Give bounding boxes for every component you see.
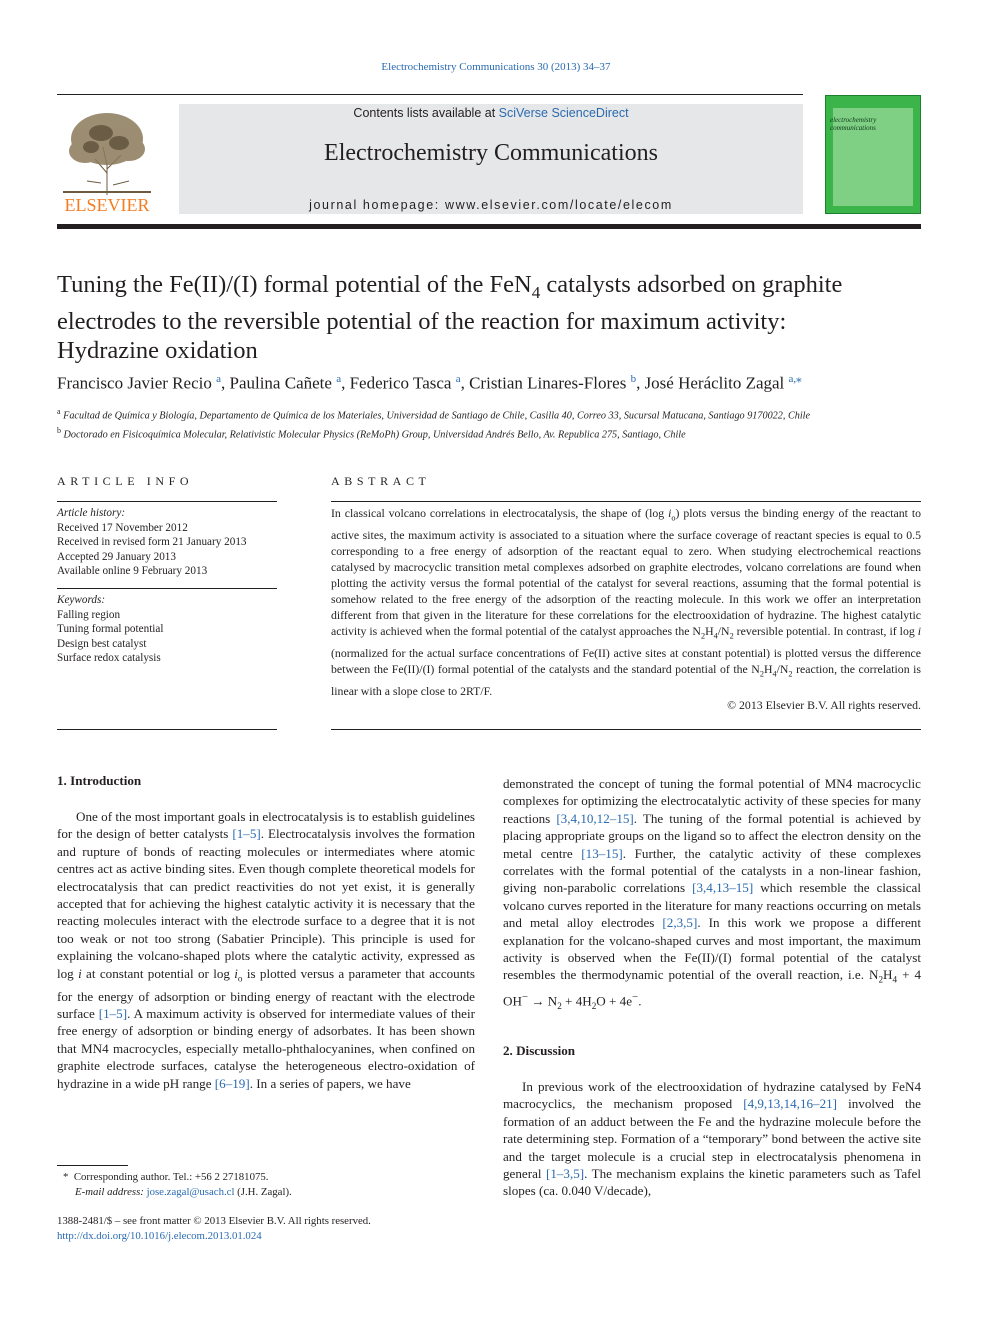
contents-prefix: Contents lists available at <box>353 106 499 120</box>
abstract-body: In classical volcano correlations in electrocatalysis, the shape of (log $i_o$) plots versus the binding energy of the reactant to active sites, the maximum activity is associated to a situation where the surface coverage of reactant species is equal to 0.5 corresponding to a free energy of adsorption of the reactant equal to zero. When studying electrochemical reactions catalysed by macrocyclic transition metal complexes adsorbed on graphite electrodes, volcano correlations are found when plotting the activity versus the formal potential of the catalyst for several reactions, assuming that the formal potential is somehow related to the free energy of the adsorption of the reacting molecule. In this work we offer an interpretation different from that given in the literature for these correlations for the electrooxidation of hydrazine. The highest catalytic activity is achieved when the formal potential of the catalyst approaches the $N_2H_4/N_2$ reversible potential. In contrast, if log i (normalized for the actual surface concentrations of Fe(II) active sites at constant potential) is plotted versus the difference between the Fe(II)/(I) formal potential of the catalysts and the standard potential of the $N_2H_4/N_2$ reaction, the correlation is linear with a slope close to 2RT/F. <box>331 506 922 698</box>
title-part: Tuning the Fe(II)/(I) formal potential of the FeN <box>57 271 532 298</box>
author-affiliation-marker[interactable]: a,⁎ <box>788 373 802 385</box>
author-affiliation-marker[interactable]: a <box>216 373 221 385</box>
sciencedirect-link[interactable]: SciVerse ScienceDirect <box>498 106 629 120</box>
journal-citation[interactable]: Electrochemistry Communications 30 (2013) 34–37 <box>381 61 611 73</box>
cover-title: electrochemistry communications <box>830 116 877 132</box>
discussion-body: In previous work of the electrooxidation of hydrazine catalysed by FeN4 macrocyclics, the mechanism proposed [4,9,13,14,16–21] involved the formation of an adduct between the Fe and the hydrazine molecule before the rate determining step. Formation of a “temporary” bond between the active site and the target molecule is a crucial step in electrocatalysis phenomena in general [1–3,5]. The mechanism explains the kinetic parameters such as Tafel slopes (ca. 0.040 V/decade), <box>503 1079 921 1199</box>
keyword: Tuning formal potential <box>57 623 164 635</box>
section-heading-introduction: 1. Introduction <box>57 773 142 788</box>
author-affiliation-marker[interactable]: a <box>336 373 342 385</box>
email-suffix: (J.H. Zagal). <box>234 1186 292 1198</box>
footnote-rule <box>57 1165 128 1166</box>
article-history <box>57 506 277 579</box>
email-label: E-mail address: <box>75 1186 144 1198</box>
abstract-copyright: © 2013 Elsevier B.V. All rights reserved. <box>727 698 921 712</box>
history-label: Article history: <box>57 507 126 519</box>
history-item: Received 17 November 2012 <box>57 521 188 534</box>
article-info-heading: ARTICLE INFO <box>57 474 194 488</box>
journal-cover-thumbnail[interactable] <box>825 95 921 214</box>
author-name: Francisco Javier Recio <box>57 373 212 393</box>
tree-logo-icon <box>57 103 157 215</box>
affiliation-item <box>57 405 937 424</box>
author-name: Paulina Cañete <box>229 373 332 393</box>
affiliation-text: Doctorado en Fisicoquímica Molecular, Relativistic Molecular Physics (ReMoPh) Group, Universidad Andrés Bello, Av. Republica 275, Santiago, Chile <box>63 429 686 441</box>
title-part: electrodes to the reversible potential of the reaction for maximum activity: <box>57 307 787 335</box>
elsevier-wordmark: ELSEVIER <box>64 195 150 215</box>
title-subscript: 4 <box>531 282 541 302</box>
divider <box>331 729 921 730</box>
article-title <box>57 270 927 365</box>
footnote-star: * <box>63 1171 69 1183</box>
corresponding-author-note <box>57 1170 477 1185</box>
divider <box>57 729 277 730</box>
history-item: Accepted 29 January 2013 <box>57 550 176 563</box>
email-link[interactable]: jose.zagal@usach.cl <box>146 1186 235 1198</box>
keyword: Design best catalyst <box>57 637 147 650</box>
author-affiliation-marker[interactable]: b <box>630 373 637 385</box>
divider <box>57 501 277 502</box>
keywords-label: Keywords: <box>57 594 106 606</box>
affiliation-key: a <box>57 407 61 416</box>
issn-line: 1388-2481/$ – see front matter © 2013 Elsevier B.V. All rights reserved. <box>57 1215 371 1227</box>
abstract-heading: ABSTRACT <box>331 474 431 488</box>
title-part: catalysts adsorbed on graphite <box>540 271 843 298</box>
homepage-prefix: journal homepage: <box>309 198 445 212</box>
front-matter <box>57 1214 477 1244</box>
divider <box>57 588 277 589</box>
header-rule <box>57 94 803 95</box>
history-item: Available online 9 February 2013 <box>57 565 208 577</box>
affiliation-key: b <box>57 425 61 435</box>
author-name: Cristian Linares-Flores <box>469 373 627 393</box>
author-name: Federico Tasca <box>349 373 452 393</box>
introduction-body: One of the most important goals in electrocatalysis is to establish guidelines for the design of better catalysts [1–5]. Electrocatalysis involves the formation and rupture of bonds of reacting molecules or intermediates where atomic centres act as active binding sites. Even though complete theoretical models for electrocatalysis that can predict reactivities do not yet exist, it is generally accepted that for achieving the highest catalytic activity it is necessary that the reacting molecules interact with the electrode surface to a degree that it is not too weak or not too strong (Sabatier Principle). This principle is used for explaining the volcano-shaped plots where the catalytic activity, expressed as log i at constant potential or $\log i_o$ is plotted versus a parameter that accounts for the energy of adsorption or binding energy of reactant with the electrode surface [1–5]. A maximum activity is observed for intermediate values of their free energy of adsorption or binding energy of adsorbates. It has been shown that MN4 macrocycles, especially metallo-phthalocyanines, when confined on graphite electrode surfaces, catalyse the heterogeneous electro-oxidation of hydrazine in a wide pH range [6–19]. In a series of papers, we have <box>57 809 475 1091</box>
journal-name: Electrochemistry Communications <box>324 140 658 166</box>
keyword: Surface redox catalysis <box>57 652 161 664</box>
elsevier-logo <box>57 103 157 215</box>
journal-homepage <box>179 198 803 212</box>
affiliation-text: Facultad de Química y Biología, Departamento de Química de los Materiales, Universidad de Santiago de Chile, Casilla 40, Correo 33, Sucursal Matucana, Santiago 9170022, Chile <box>63 410 811 422</box>
divider <box>331 501 921 502</box>
footnotes <box>57 1170 477 1200</box>
author-name: José Heráclito Zagal <box>644 373 785 393</box>
header-thick-rule <box>57 224 921 229</box>
homepage-url[interactable]: www.elsevier.com/locate/elecom <box>444 198 673 212</box>
email-note <box>57 1185 477 1200</box>
keywords <box>57 593 277 666</box>
affiliations <box>57 405 937 443</box>
title-part: Hydrazine oxidation <box>57 336 258 364</box>
introduction-continued: demonstrated the concept of tuning the formal potential of MN4 macrocyclic complexes for optimizing the electrocatalytic activity of these species for many reactions [3,4,10,12–15]. The tuning of the formal potential is achieved by placing appropriate groups on the ligand so to affect the electron density on the metal centre [13–15]. Further, the catalytic activity of these complexes correlates with the formal potential of the catalysts in a non-linear fashion, giving non-parabolic correlations [3,4,13–15] which resemble the classical volcano curves reported in the literature for many reactions occurring on metals and metal alloy electrodes [2,3,5]. In this work we propose a different explanation for the volcano-shaped curves and most important, the maximum activity is observed when the Fe(II)/(I) formal potential of the catalyst resembles the thermodynamic potential of the overall reaction, i.e. $N_2H_4 + 4$ $OH^- \to N_2 + 4H_2O + 4e^-$. <box>503 776 921 1012</box>
author-affiliation-marker[interactable]: a <box>455 373 461 385</box>
affiliation-item <box>57 424 937 443</box>
history-item: Received in revised form 21 January 2013 <box>57 536 247 548</box>
corresponding-author-text: Corresponding author. Tel.: +56 2 27181075. <box>73 1171 269 1183</box>
doi-link[interactable]: http://dx.doi.org/10.1016/j.elecom.2013.01.024 <box>57 1230 262 1242</box>
author-list: Francisco Javier Recio $^a$, Paulina Cañete $^a$, Federico Tasca $^a$, Cristian Linares-Flores $^b$, José Heráclito Zagal $^{a,⁎}$ <box>57 373 802 393</box>
contents-line <box>179 106 803 120</box>
keyword: Falling region <box>57 608 121 621</box>
section-heading-discussion: 2. Discussion <box>503 1043 576 1058</box>
